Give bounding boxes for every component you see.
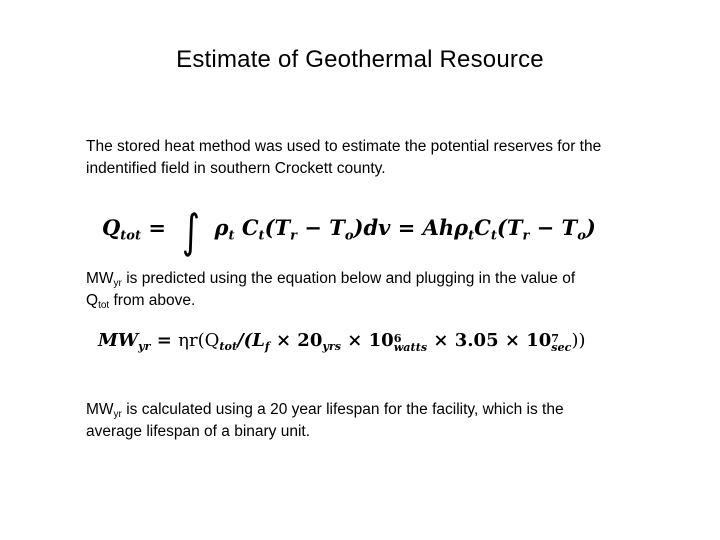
lifespan-paragraph [86, 399, 666, 443]
eq1-c: C [241, 215, 259, 240]
tot-subscript: tot [98, 300, 110, 311]
eq1-paren: (T [264, 215, 291, 240]
eq2-f-sub: f [264, 339, 270, 353]
eq1-rhs-tr-sub: r [522, 228, 530, 244]
eq1-lhs: Q [102, 215, 121, 240]
eq1-rhs-close: ) [585, 215, 596, 240]
eq2-div: /(L [237, 330, 265, 351]
eq1-c-sub: t [258, 228, 265, 244]
slide-title: Estimate of Geothermal Resource [176, 46, 544, 73]
eq1-tr-sub: r [290, 228, 297, 244]
eq2-sec-sub: sec [551, 341, 572, 355]
intro-paragraph [86, 136, 666, 180]
eq1-dv: )dv [353, 215, 391, 240]
mw-line-1: is predicted using the equation below and plugging in the value of [121, 270, 576, 287]
eq2-exp-2: 7 [551, 331, 560, 345]
eq2-watts-sub: watts [393, 341, 428, 355]
eq2-exp-watts [393, 331, 428, 355]
intro-line-2: indentified field in southern Crockett county. [86, 160, 386, 177]
lifespan-line-2: average lifespan of a binary unit. [86, 423, 311, 440]
eq1-rhs-c-sub: t [490, 228, 497, 244]
eq1-rhs-c: C [474, 215, 491, 240]
eq1-rhs-sub: t [468, 228, 475, 244]
eq2-times-1: × 20 [275, 330, 323, 351]
eq1-rhs-to-sub: o [577, 228, 586, 244]
eq2-eta: η [178, 330, 189, 351]
mw-paragraph [86, 268, 666, 312]
eq2-equals: = [156, 330, 172, 351]
eq1-rho: ρ [214, 215, 229, 240]
eq2-tot-sub: tot [219, 339, 238, 353]
eq1-equals-2: = [397, 215, 416, 240]
q-label: Q [86, 292, 99, 309]
eq2-exp-1: 6 [393, 331, 402, 345]
eq2-lhs-sub: yr [138, 339, 151, 353]
eq1-to-sub: o [344, 228, 354, 244]
eq1-equals: = [148, 215, 166, 240]
yr-subscript-2: yr [113, 409, 122, 420]
eq2-r: r(Q [188, 330, 220, 351]
eq1-lhs-sub: tot [120, 228, 142, 244]
eq1-rhs-minus: − T [529, 215, 578, 240]
eq2-lhs: MW [98, 330, 139, 351]
mw-label: MW [86, 270, 114, 287]
eq2-times-3: × 3.05 × 10 [433, 330, 552, 351]
lifespan-line-1: is calculated using a 20 year lifespan for the facility, which is the [121, 401, 564, 418]
mw-label-2: MW [86, 401, 114, 418]
eq2-close: )) [571, 330, 586, 351]
eq1-rhs: Ahρ [422, 215, 469, 240]
mw-line-2: from above. [109, 292, 196, 309]
stored-heat-equation [102, 204, 596, 258]
eq1-rho-sub: t [228, 228, 235, 244]
eq1-rhs-paren: (T [496, 215, 523, 240]
eq2-yrs-sub: yrs [322, 339, 342, 353]
integral-sign: ∫ [182, 204, 201, 258]
intro-line-1: The stored heat method was used to estimate the potential reserves for the [86, 138, 602, 155]
yr-subscript: yr [113, 278, 122, 289]
eq2-times-2: × 10 [347, 330, 394, 351]
mw-equation [98, 330, 585, 353]
eq1-minus: − T [297, 215, 345, 240]
eq2-exp-sec [551, 331, 572, 355]
